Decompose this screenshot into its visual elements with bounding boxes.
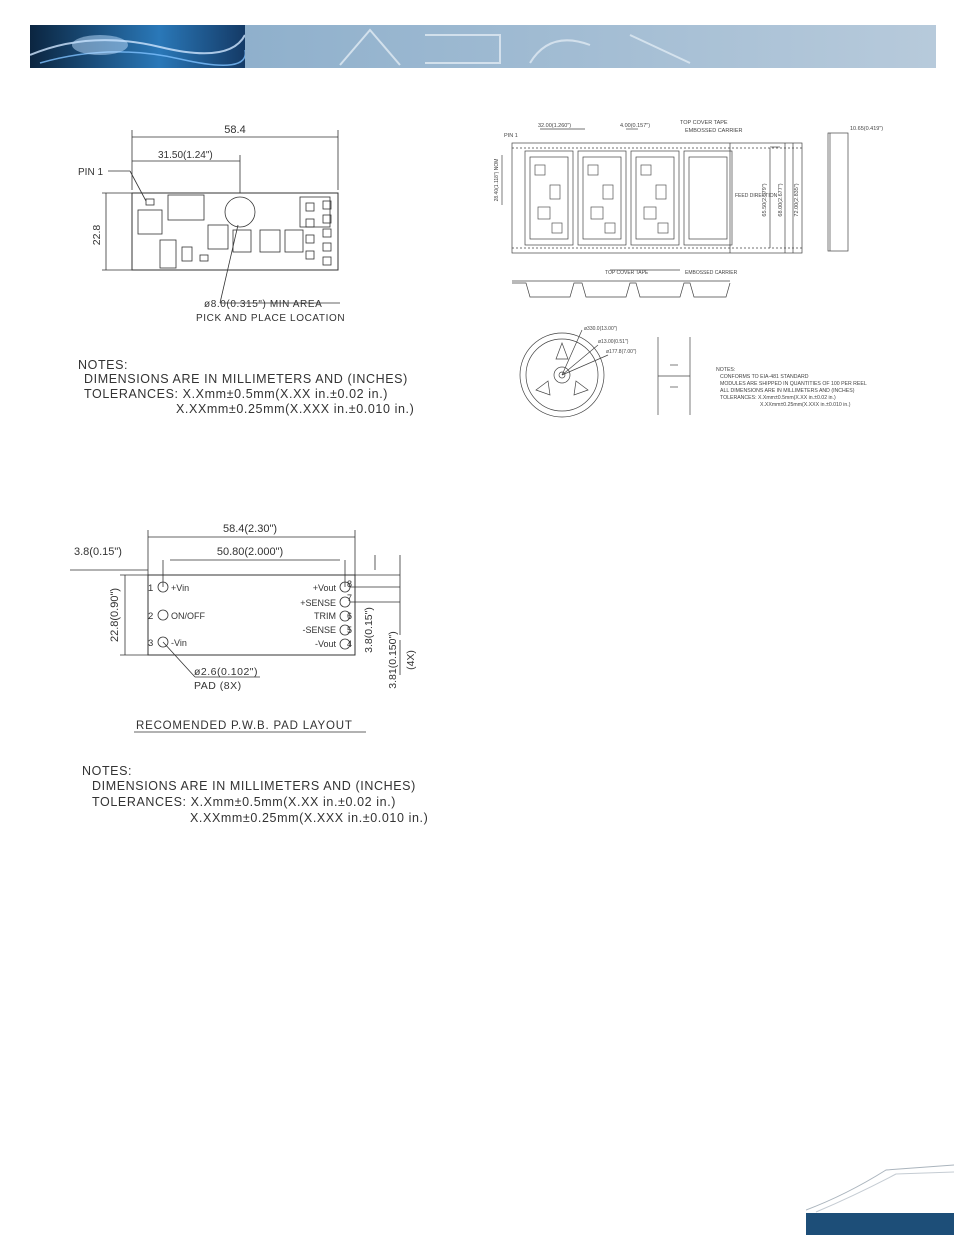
header-banner (30, 25, 936, 68)
reel-dia-hub: ø13.00(0.51") (598, 339, 629, 345)
notes2-line2: TOLERANCES: X.Xmm±0.5mm(X.XX in.±0.02 in.) (92, 795, 397, 809)
tape-pitch: 32.00(1.260") (538, 123, 572, 129)
pad-pin5-name: -SENSE (302, 625, 336, 635)
pad-pin1-num: 1 (148, 583, 154, 594)
pad-dim-height: 22.8(0.90") (109, 587, 121, 643)
pad-diameter: ø2.6(0.102") (194, 666, 259, 678)
tape-notes-title: NOTES: (716, 367, 736, 373)
pad-pin2-num: 2 (148, 611, 154, 622)
notes2-line1: DIMENSIONS ARE IN MILLIMETERS AND (INCHES) (92, 779, 416, 793)
tape-offset: 4.00(0.157") (620, 123, 651, 129)
tape-bottom-top-cover: TOP COVER TAPE (605, 270, 649, 276)
pad-count: PAD (8X) (194, 680, 242, 692)
pad-pin8-num: 8 (347, 579, 353, 589)
tape-pin1: PIN 1 (504, 133, 518, 139)
pad-pin6-num: 6 (347, 611, 353, 621)
notes1-line2: TOLERANCES: X.Xmm±0.5mm(X.XX in.±0.02 in.) (84, 387, 389, 401)
reel-dia-outer: ø330.0(13.00") (584, 326, 618, 332)
tape-dim-a: 65.50(2.579") (762, 183, 768, 217)
notes1-line1: DIMENSIONS ARE IN MILLIMETERS AND (INCHES) (84, 372, 408, 386)
notes1-line3: X.XXmm±0.25mm(X.XXX in.±0.010 in.) (176, 402, 415, 416)
pad-pin7-name: +SENSE (300, 598, 336, 608)
pad-pin4-name: -Vout (314, 639, 336, 649)
mech-dim-pin1-offset: 31.50(1.24") (158, 150, 213, 161)
tape-notes-5: X.XXmm±0.25mm(X.XXX in.±0.010 in.) (760, 402, 851, 408)
tape-left-dim: 28.40(1.118") NOM (494, 158, 500, 202)
tape-reel-drawing (490, 115, 910, 425)
mechanical-drawing (70, 115, 450, 425)
pad-dim-right3: (4X) (405, 650, 417, 670)
pad-layout-drawing (70, 515, 470, 835)
pad-layout-title: RECOMENDED P.W.B. PAD LAYOUT (136, 720, 353, 732)
tape-notes-2: MODULES ARE SHIPPED IN QUANTITIES OF 100 PER REEL (720, 381, 867, 387)
tape-notes-4: TOLERANCES: X.Xmm±0.5mm(X.XX in.±0.02 in.) (720, 395, 836, 401)
reel-dia-inner: ø177.8(7.00") (606, 349, 637, 355)
pad-pin1-name: +Vin (171, 583, 190, 593)
mech-pick-label: PICK AND PLACE LOCATION (196, 313, 346, 324)
mech-dim-overall: 58.4 (224, 124, 246, 136)
tape-notes-1: CONFORMS TO EIA-481 STANDARD (720, 374, 809, 380)
tape-bottom-embossed: EMBOSSED CARRIER (685, 270, 738, 276)
notes1-title: NOTES: (78, 358, 129, 372)
pad-dim-right2: 3.81(0.150") (387, 631, 399, 689)
pad-pin2-name: ON/OFF (171, 611, 205, 621)
notes2-line3: X.XXmm±0.25mm(X.XXX in.±0.010 in.) (190, 811, 429, 825)
mech-dim-height: 22.8 (91, 224, 103, 246)
pad-pin4-num: 4 (347, 639, 353, 649)
mech-pick-diameter: ø8.0(0.315") MIN AREA (204, 299, 323, 310)
notes2-title: NOTES: (82, 764, 133, 778)
tape-thickness: 10.65(0.419") (850, 126, 884, 132)
tape-embossed: EMBOSSED CARRIER (685, 128, 743, 134)
pad-dim-edge: 3.8(0.15") (74, 546, 122, 558)
pad-dim-pitch: 50.80(2.000") (216, 546, 284, 558)
pad-pin3-name: -Vin (171, 638, 187, 648)
footer-tab (806, 1160, 954, 1235)
tape-notes-3: ALL DIMENSIONS ARE IN MILLIMETERS AND (INCHES) (720, 388, 855, 394)
pad-dim-right1: 3.8(0.15") (363, 607, 375, 653)
pad-pin3-num: 3 (148, 638, 154, 649)
pad-pin7-num: 7 (347, 593, 353, 603)
mech-pin1-label: PIN 1 (78, 167, 104, 178)
pad-pin6-name: TRIM (314, 611, 336, 621)
pad-pin5-num: 5 (347, 625, 353, 635)
tape-feed: FEED DIRECTION (735, 193, 778, 199)
pad-dim-total: 58.4(2.30") (222, 523, 278, 535)
tape-dim-c: 72.00(2.835") (794, 183, 800, 217)
tape-top-cover: TOP COVER TAPE (680, 120, 728, 126)
tape-dim-b: 68.00(2.677") (778, 183, 784, 217)
pad-pin8-name: +Vout (312, 583, 336, 593)
